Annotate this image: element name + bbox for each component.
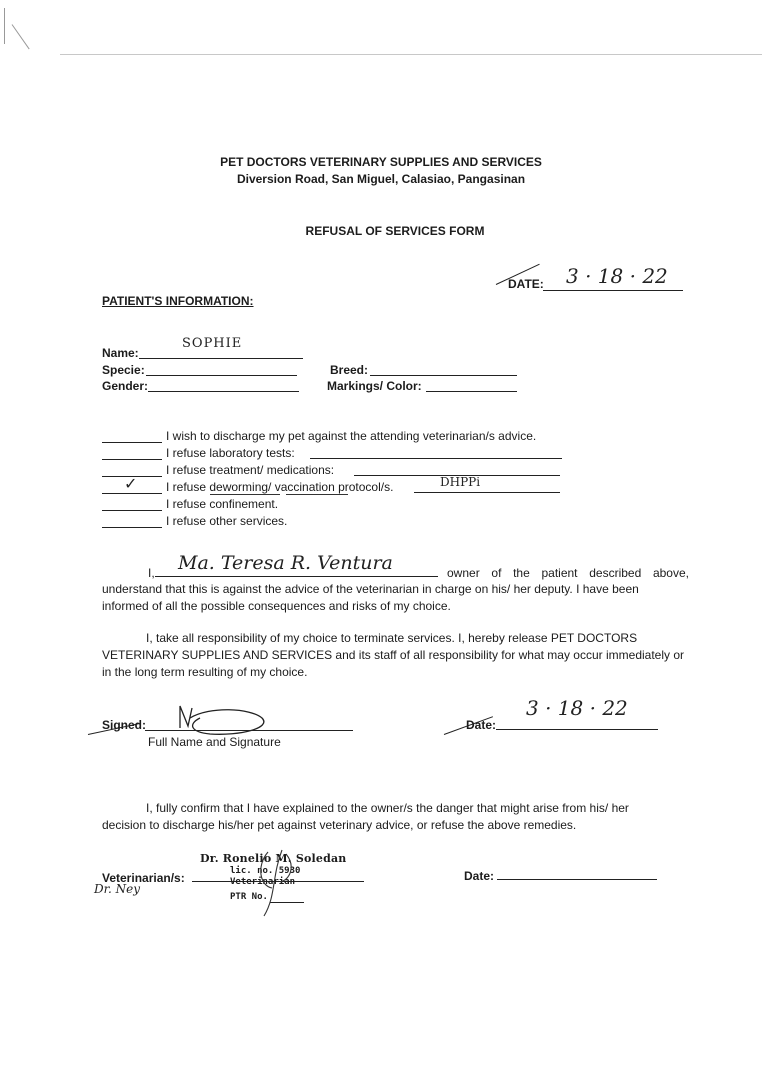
breed-label: Breed:: [330, 363, 369, 377]
owner-name-line: [155, 576, 438, 577]
stamp-ptr: PTR No.: [230, 892, 268, 902]
statement-line2: understand that this is against the advice of the veterinarian in charge on his/ her deputy. I have been: [102, 582, 639, 596]
refusal-text: I refuse treatment/ medications:: [166, 463, 335, 477]
responsibility-line3: in the long term resulting of my choice.: [102, 665, 308, 679]
refusal-blank: [102, 527, 162, 528]
date-value: 3 · 18 · 22: [566, 264, 668, 288]
refusal-blank: [102, 510, 162, 511]
date-label: DATE:: [508, 277, 544, 291]
scan-corner-mark: [4, 8, 5, 44]
gender-line: [148, 391, 299, 392]
signed-label: Signed:: [102, 718, 146, 732]
refusal-blank: [102, 493, 162, 494]
statement-line3: informed of all the possible consequences and risks of my choice.: [102, 599, 451, 613]
stamp-license: lic. no. 5930: [230, 866, 301, 876]
stamp-name: Dr. Ronelio M. Soledan: [200, 852, 347, 865]
owner-date-line: [496, 729, 658, 730]
vet-date-label: Date:: [464, 869, 495, 883]
refusal-blank: [102, 442, 162, 443]
form-title: REFUSAL OF SERVICES FORM: [305, 224, 485, 238]
org-address: Diversion Road, San Miguel, Calasiao, Pangasinan: [236, 172, 526, 186]
breed-line: [370, 375, 517, 376]
name-value: SOPHIE: [182, 336, 243, 351]
scan-corner-mark: [12, 24, 30, 49]
patient-info-heading: PATIENT'S INFORMATION:: [102, 294, 254, 308]
statement-prefix: I,: [148, 566, 155, 580]
refusal-text: I refuse confinement.: [166, 497, 279, 511]
refusal-fill-value: DHPPi: [440, 475, 481, 489]
owner-name-signature: Ma. Teresa R. Ventura: [178, 552, 393, 574]
vet-label: Veterinarian/s:: [102, 871, 185, 885]
markings-line: [426, 391, 517, 392]
refusal-check: ✓: [124, 474, 138, 493]
refusal-text: I refuse deworming/ vaccination protocol/s.: [166, 480, 394, 494]
refusal-text: I wish to discharge my pet against the attending veterinarian/s advice.: [166, 429, 537, 443]
name-label: Name:: [102, 346, 139, 360]
date-line: [543, 290, 683, 291]
vet-signature-scribble: [246, 846, 316, 926]
scan-edge-line: [60, 54, 762, 55]
name-line: [139, 358, 303, 359]
deworming-underline: [210, 494, 280, 495]
owner-date-label: Date:: [466, 718, 497, 732]
signature-caption: Full Name and Signature: [148, 735, 281, 749]
stamp-title: Veterinarian: [230, 877, 296, 887]
confirmation-line1: I, fully confirm that I have explained to the owner/s the danger that might arise from his/ her: [146, 801, 629, 815]
refusal-blank: [102, 459, 162, 460]
owner-date-value: 3 · 18 · 22: [526, 696, 628, 720]
specie-label: Specie:: [102, 363, 145, 377]
refusal-fill-line: [414, 492, 560, 493]
refusal-fill-line: [310, 458, 562, 459]
vet-date-line: [497, 879, 657, 880]
responsibility-line1: I, take all responsibility of my choice to terminate services. I, hereby release PET DOCTORS: [146, 631, 638, 645]
margin-note: Dr. Ney: [94, 882, 141, 896]
gender-label: Gender:: [102, 379, 149, 393]
owner-signature-scribble: [160, 700, 280, 740]
responsibility-line2: VETERINARY SUPPLIES AND SERVICES and its staff of all responsibility for what may occur immediately or: [102, 648, 685, 662]
statement-line1-end: owner of the patient described above,: [447, 566, 689, 580]
refusal-text: I refuse laboratory tests:: [166, 446, 295, 460]
refusal-text: I refuse other services.: [166, 514, 288, 528]
markings-label: Markings/ Color:: [327, 379, 422, 393]
org-name: PET DOCTORS VETERINARY SUPPLIES AND SERVICES: [220, 155, 542, 169]
vaccination-underline: [286, 494, 348, 495]
confirmation-line2: decision to discharge his/her pet against veterinary advice, or refuse the above remedies.: [102, 818, 577, 832]
specie-line: [146, 375, 297, 376]
